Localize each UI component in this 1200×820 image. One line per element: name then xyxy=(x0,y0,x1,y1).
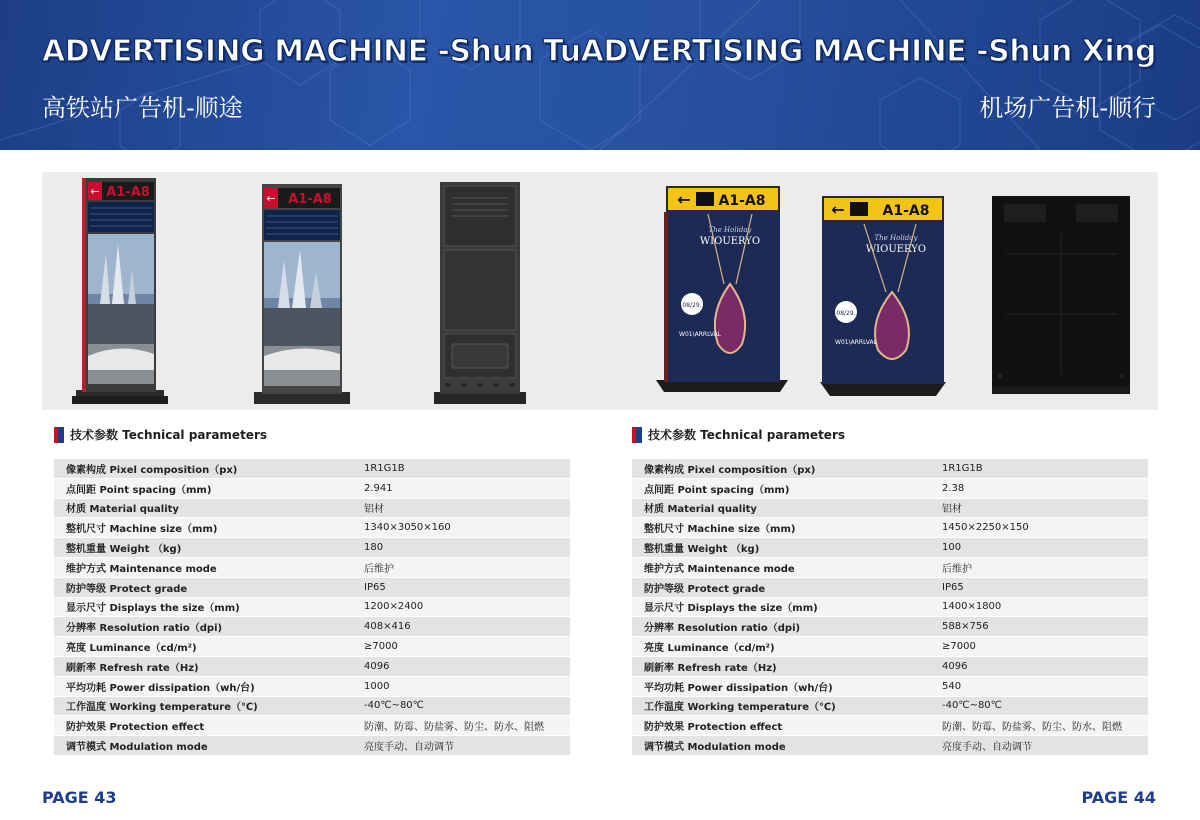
param-key: 像素构成 Pixel composition（px) xyxy=(644,464,816,476)
shun-xing-angle-image xyxy=(816,194,950,400)
param-value: 1000 xyxy=(364,680,390,692)
param-key: 刷新率 Refresh rate（Hz) xyxy=(644,662,777,674)
shun-tu-back-image xyxy=(430,180,530,408)
param-key: 整机尺寸 Machine size（mm) xyxy=(644,524,796,536)
param-value: 4096 xyxy=(364,660,390,672)
table-row xyxy=(54,617,570,637)
right-title-en: ADVERTISING MACHINE -Shun Xing xyxy=(580,34,1156,69)
param-value: 1400×1800 xyxy=(942,601,1002,613)
param-value: 540 xyxy=(942,680,962,692)
left-title-cn: 高铁站广告机-顺途 xyxy=(42,94,243,122)
poster-brand: WIOUERYO xyxy=(699,236,761,247)
param-value: 后维护 xyxy=(942,563,972,575)
sign-text: A1-A8 xyxy=(718,193,766,209)
right-section-heading xyxy=(632,426,845,443)
table-row xyxy=(632,499,1148,519)
param-key: 分辨率 Resolution ratio（dpi) xyxy=(644,623,801,635)
param-key: 调节模式 Modulation mode xyxy=(66,742,208,754)
param-value: 1200×2400 xyxy=(364,601,424,613)
param-key: 防护等级 Protect grade xyxy=(644,583,766,595)
left-section-heading xyxy=(54,426,267,443)
table-row xyxy=(632,637,1148,657)
param-value: 亮度手动、自动调节 xyxy=(942,742,1032,754)
table-row xyxy=(54,558,570,578)
param-value: -40℃~80℃ xyxy=(364,700,424,712)
table-row xyxy=(54,657,570,677)
param-value: 588×756 xyxy=(942,621,989,633)
table-row xyxy=(632,657,1148,677)
right-title-cn: 机场广告机-顺行 xyxy=(979,94,1156,122)
table-row xyxy=(632,479,1148,499)
hexagon-pattern xyxy=(0,0,1200,150)
table-row xyxy=(54,479,570,499)
param-key: 亮度 Luminance（cd/m²) xyxy=(644,643,775,655)
table-row xyxy=(54,637,570,657)
shun-tu-front-image xyxy=(70,174,170,408)
param-key: 整机尺寸 Machine size（mm) xyxy=(66,524,218,536)
svg-text:←: ← xyxy=(90,185,100,198)
param-key: 整机重量 Weight （kg) xyxy=(66,544,182,556)
table-row xyxy=(632,677,1148,697)
param-value: -40℃~80℃ xyxy=(942,700,1002,712)
sign-text: A1-A8 xyxy=(288,192,332,207)
left-parameter-table xyxy=(54,459,570,756)
param-value: 防潮、防霉、防盐雾、防尘、防水、阻燃 xyxy=(364,722,544,734)
shun-xing-back-image xyxy=(986,194,1136,398)
table-row xyxy=(54,598,570,618)
sign-text: A1-A8 xyxy=(106,185,150,200)
sign-text: A1-A8 xyxy=(882,203,930,219)
poster-script: The Holiday xyxy=(708,226,752,234)
table-row xyxy=(632,518,1148,538)
param-value: 100 xyxy=(942,542,962,554)
poster-date: 08/29. xyxy=(682,302,702,309)
param-key: 显示尺寸 Displays the size（mm) xyxy=(66,603,240,615)
param-value: 1450×2250×150 xyxy=(942,522,1029,534)
param-key: 防护效果 Protection effect xyxy=(66,722,205,734)
svg-text:←: ← xyxy=(266,192,276,205)
param-value: IP65 xyxy=(364,581,386,593)
param-value: 4096 xyxy=(942,660,968,672)
heading-marker-icon xyxy=(54,427,64,443)
product-photo-strip xyxy=(42,172,1158,410)
table-row xyxy=(54,459,570,479)
param-key: 亮度 Luminance（cd/m²) xyxy=(66,643,197,655)
poster-footer: W01\ARRLVAL xyxy=(835,339,877,346)
param-key: 工作温度 Working temperature（℃) xyxy=(66,702,258,714)
left-title-en: ADVERTISING MACHINE -Shun Tu xyxy=(42,34,581,69)
heading-marker-icon xyxy=(632,427,642,443)
param-key: 点间距 Point spacing（mm) xyxy=(66,484,212,496)
param-value: 后维护 xyxy=(364,563,394,575)
param-key: 维护方式 Maintenance mode xyxy=(644,563,795,575)
param-value: ≥7000 xyxy=(942,641,976,653)
param-key: 材质 Material quality xyxy=(644,504,757,516)
param-value: 180 xyxy=(364,542,384,554)
table-row xyxy=(54,518,570,538)
param-key: 分辨率 Resolution ratio（dpi) xyxy=(66,623,223,635)
param-value: 亮度手动、自动调节 xyxy=(364,742,454,754)
table-row xyxy=(54,697,570,717)
param-value: 防潮、防霉、防盐雾、防尘、防水、阻燃 xyxy=(942,722,1122,734)
poster-script: The Holiday xyxy=(874,234,918,242)
param-key: 调节模式 Modulation mode xyxy=(644,742,786,754)
param-value: 2.38 xyxy=(942,482,965,494)
header-banner xyxy=(0,0,1200,150)
table-row xyxy=(632,617,1148,637)
svg-text:←: ← xyxy=(831,200,845,219)
poster-footer: W01\ARRLVAL xyxy=(679,331,721,338)
table-row xyxy=(54,736,570,756)
poster-date: 08/29. xyxy=(836,310,856,317)
param-value: 1R1G1B xyxy=(364,462,405,474)
table-row xyxy=(54,538,570,558)
table-row xyxy=(632,558,1148,578)
table-row xyxy=(632,578,1148,598)
param-key: 维护方式 Maintenance mode xyxy=(66,563,217,575)
page-number-left: PAGE 43 xyxy=(42,788,117,807)
param-value: 1R1G1B xyxy=(942,462,983,474)
param-key: 平均功耗 Power dissipation（wh/台) xyxy=(644,682,833,694)
param-key: 像素构成 Pixel composition（px) xyxy=(66,464,238,476)
table-row xyxy=(632,716,1148,736)
param-value: 铝材 xyxy=(364,504,384,516)
right-parameter-table xyxy=(632,459,1148,756)
param-key: 防护效果 Protection effect xyxy=(644,722,783,734)
param-key: 整机重量 Weight （kg) xyxy=(644,544,760,556)
table-row xyxy=(54,578,570,598)
param-key: 显示尺寸 Displays the size（mm) xyxy=(644,603,818,615)
table-row xyxy=(54,677,570,697)
param-value: 1340×3050×160 xyxy=(364,522,451,534)
table-row xyxy=(632,459,1148,479)
table-row xyxy=(632,697,1148,717)
param-key: 工作温度 Working temperature（℃) xyxy=(644,702,836,714)
left-heading-text: 技术参数 Technical parameters xyxy=(70,428,268,442)
param-key: 点间距 Point spacing（mm) xyxy=(644,484,790,496)
table-row xyxy=(632,598,1148,618)
param-value: 铝材 xyxy=(942,504,962,516)
param-key: 平均功耗 Power dissipation（wh/台) xyxy=(66,682,255,694)
param-value: ≥7000 xyxy=(364,641,398,653)
param-value: 2.941 xyxy=(364,482,393,494)
table-row xyxy=(632,736,1148,756)
svg-text:←: ← xyxy=(677,190,691,209)
page-number-right: PAGE 44 xyxy=(1081,788,1156,807)
table-row xyxy=(54,499,570,519)
table-row xyxy=(632,538,1148,558)
right-heading-text: 技术参数 Technical parameters xyxy=(648,428,846,442)
param-value: IP65 xyxy=(942,581,964,593)
param-key: 防护等级 Protect grade xyxy=(66,583,188,595)
shun-tu-angle-image xyxy=(250,180,354,408)
poster-brand: WIOUERYO xyxy=(865,244,927,255)
param-value: 408×416 xyxy=(364,621,411,633)
table-row xyxy=(54,716,570,736)
shun-xing-front-image xyxy=(652,184,792,396)
param-key: 刷新率 Refresh rate（Hz) xyxy=(66,662,199,674)
param-key: 材质 Material quality xyxy=(66,504,179,516)
